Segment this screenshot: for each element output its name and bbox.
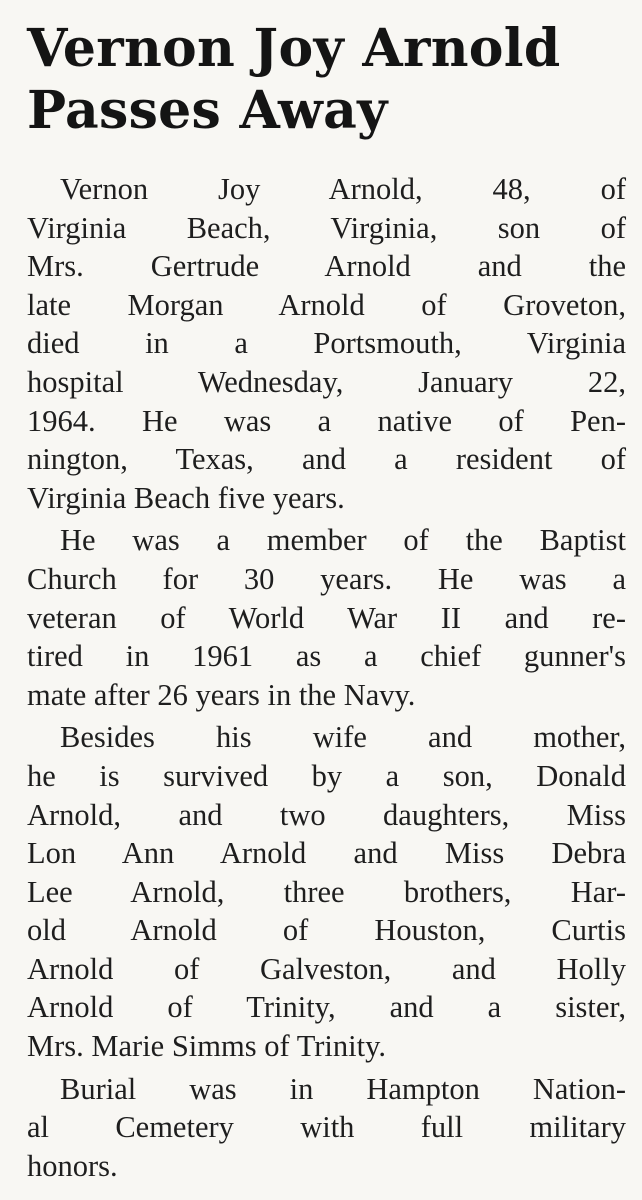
body-line: old Arnold of Houston, Curtis bbox=[27, 913, 626, 948]
body-line: Lon Ann Arnold and Miss Debra bbox=[27, 836, 626, 871]
body-line: late Morgan Arnold of Groveton, bbox=[27, 287, 626, 322]
body-line: Besides his wife and mother, bbox=[60, 720, 626, 755]
body-line: veteran of World War II and re- bbox=[27, 600, 626, 635]
body-line: Church for 30 years. He was a bbox=[27, 561, 626, 596]
body-line: Lee Arnold, three brothers, Har- bbox=[27, 874, 626, 909]
body-line: Mrs. Marie Simms of Trinity. bbox=[27, 1029, 386, 1064]
body-line: Burial was in Hampton Nation- bbox=[60, 1071, 626, 1106]
body-line: he is survived by a son, Donald bbox=[27, 758, 626, 793]
body-line: tired in 1961 as a chief gunner's bbox=[27, 639, 626, 674]
body-line: Arnold of Trinity, and a sister, bbox=[27, 990, 626, 1025]
body-line: al Cemetery with full military bbox=[27, 1110, 626, 1145]
paragraph-survivors bbox=[27, 718, 626, 1065]
body-line: Arnold of Galveston, and Holly bbox=[27, 951, 626, 986]
body-line: Mrs. Gertrude Arnold and the bbox=[27, 249, 626, 284]
body-line: nington, Texas, and a resident of bbox=[27, 442, 626, 477]
headline bbox=[27, 18, 626, 142]
body-line: honors. bbox=[27, 1148, 118, 1183]
headline-line: Vernon Joy Arnold bbox=[27, 18, 561, 79]
headline-line: Passes Away bbox=[27, 80, 388, 141]
body-line: mate after 26 years in the Navy. bbox=[27, 677, 416, 712]
body-line: 1964. He was a native of Pen- bbox=[27, 403, 626, 438]
paragraph-death-notice bbox=[27, 170, 626, 517]
article-body bbox=[27, 170, 626, 1185]
body-line: Virginia Beach five years. bbox=[27, 480, 345, 515]
body-line: hospital Wednesday, January 22, bbox=[27, 364, 626, 399]
body-line: Vernon Joy Arnold, 48, of bbox=[60, 172, 626, 206]
body-line: Virginia Beach, Virginia, son of bbox=[27, 210, 626, 245]
paragraph-burial bbox=[27, 1070, 626, 1186]
paragraph-military-service bbox=[27, 521, 626, 714]
body-line: died in a Portsmouth, Virginia bbox=[27, 326, 626, 361]
body-line: He was a member of the Baptist bbox=[60, 523, 626, 558]
body-line: Arnold, and two daughters, Miss bbox=[27, 797, 626, 832]
